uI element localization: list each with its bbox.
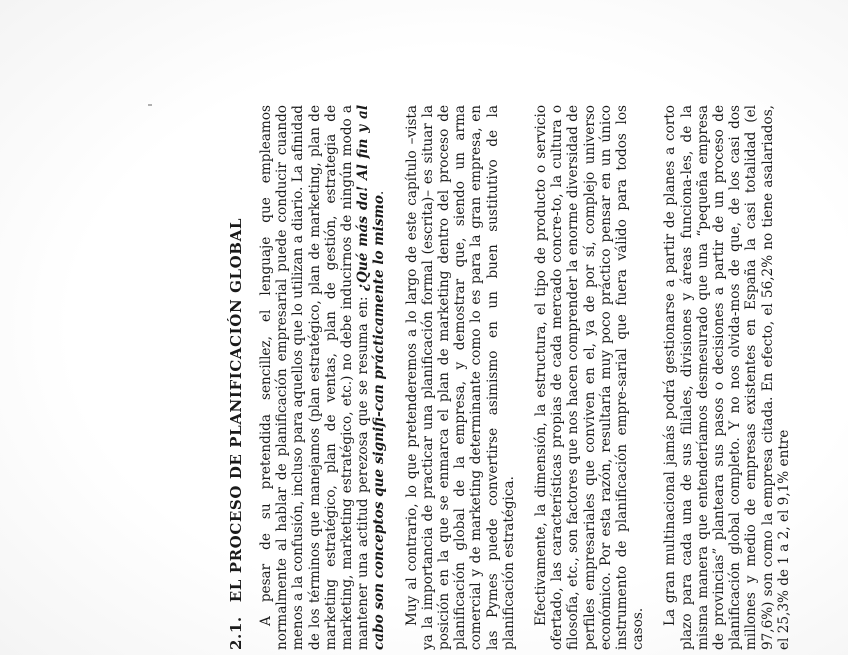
paragraph-3: Efectivamente, la dimensión, la estructura, el tipo de producto o servicio ofertado, las características propias de cada mercado concre-to, la cultura o filosofía, etc., son factores que nos hacen comprender la enorme diversidad de perfiles empresariales que conviven en el, ya de por sí, complejo universo económico. Por esta razón, resultaría muy poco práctico pensar en un único instrumento de planificación empre-sarial que fuera válido para todos los casos. bbox=[533, 105, 647, 650]
paragraph-2: Muy al contrario, lo que pretenderemos a lo largo de este capítulo –vista ya la importancia de practicar una planificación formal (escrita)– es situar la posición en la que se enmarca el plan de marketing dentro del proceso de planificación global de la empresa, y demostrar que, siendo un arma comercial y de marketing determinante como lo es para la gran empresa, en las Pymes puede convertirse asimismo en un buen sustitutivo de la planificación estratégica. bbox=[403, 105, 517, 650]
section-heading bbox=[226, 105, 246, 650]
paragraph-1-tail: . bbox=[371, 190, 388, 196]
section-title: EL PROCESO DE PLANIFICACIÓN GLOBAL bbox=[227, 218, 245, 603]
paragraph-1-quote: ¿Qué más da! Al fin y al cabo son conceptos que signifi-can prácticamente lo mismo bbox=[355, 105, 388, 650]
rotated-document-page bbox=[226, 105, 792, 650]
paragraph-1-text: A pesar de su pretendida sencillez, el lenguaje que empleamos normalmente al hablar de planificación empresarial puede conducir cuando menos a la confusión, incluso para aquellos que lo utilizan a diario. La afinidad de los términos que manejamos (plan estratégico, plan de marketing, plan de marketing estratégico, plan de ventas, plan de gestión, estrategia de marketing, marketing estratégico, etc.) no debe inducirnos de ningún modo a mantener una actitud perezosa que se resuma en: bbox=[258, 105, 372, 650]
paragraph-1 bbox=[258, 105, 388, 650]
section-number: 2.1. bbox=[227, 616, 245, 650]
scan-speck bbox=[148, 104, 152, 106]
paragraph-4: La gran multinacional jamás podrá gestionarse a partir de planes a corto plazo para cada una de sus filiales, divisiones y áreas funciona-les, de la misma manera que entenderíamos desmesurado que una “pequeña empresa de provincias” planteara sus pasos o decisiones a partir de un proceso de planificación global completo. Y no nos olvida-mos de que, de los casi dos millones y medio de empresas existentes en España la casi totalidad (el 97,6%) son como la empresa citada. En efecto, el 56,2% no tiene asalariados, el 25,3% de 1 a 2, el 9,1% entre bbox=[662, 105, 792, 650]
